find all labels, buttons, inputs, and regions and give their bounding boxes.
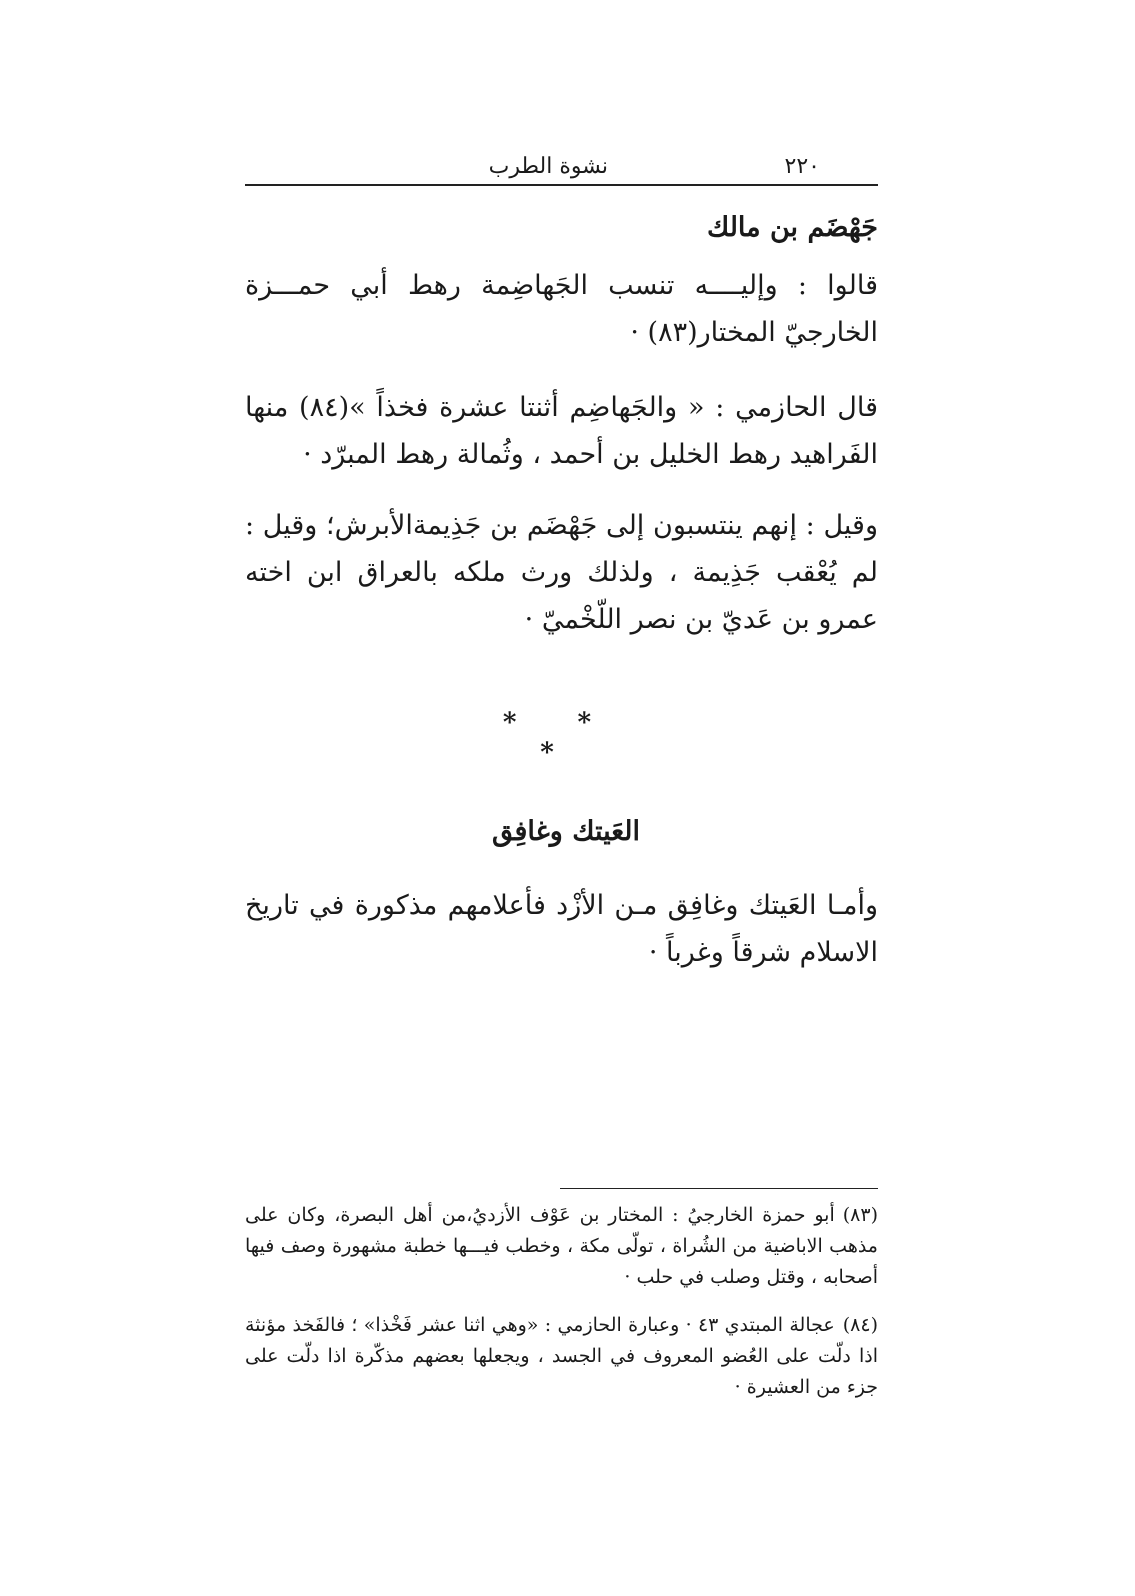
paragraph-jahadima: قالوا : وإليــــه تنسب الجَهاضِمة رهط أبي حمـــزة الخارجيّ المختار(٨٣) · — [245, 270, 878, 348]
footnote-text: عجالة المبتدي ٤٣ · وعبارة الحازمي : «وهي اثنا عشر فَخْذا» ؛ فالفَخذ مؤنثة اذا دلّت على العُضو المعروف في الجسد ، ويجعلها بعضهم مذكّرة اذا دلّت على جزء من العشيرة · — [245, 1314, 878, 1398]
footnote-84 — [245, 1310, 878, 1403]
running-header — [245, 150, 878, 186]
footnote-rule — [560, 1188, 878, 1189]
section-heading-jahdam: جَهْضَم بن مالك — [706, 212, 878, 243]
paragraph-hazimi: قال الحازمي : « والجَهاضِم أثنتا عشرة فخذاً »(٨٤) منها الفَراهيد رهط الخليل بن أحمد ، وثُمالة رهط المبرّد · — [245, 392, 878, 470]
footnote-83 — [245, 1200, 878, 1293]
footnote-number: (٨٤) — [842, 1314, 878, 1336]
footnote-text: أبو حمزة الخارجيُ : المختار بن عَوْف الأزديُ،من أهل البصرة، وكان على مذهب الاباضية من الشُراة ، تولّى مكة ، وخطب فيـــها خطبة مشهورة وصف فيها أصحابه ، وقتل وصلب في حلب · — [245, 1204, 878, 1288]
footnote-number: (٨٣) — [842, 1204, 878, 1226]
page-number: ٢٢٠ — [784, 154, 820, 179]
paragraph-jadhima: وقيل : إنهم ينتسبون إلى جَهْضَم بن جَذِيمةالأبرش؛ وقيل : لم يُعْقب جَذِيمة ، ولذلك ورث ملكه بالعراق ابن اخته عمرو بن عَديّ بن نصر اللّخْميّ · — [245, 510, 878, 635]
section-heading-ateek: العَيتك وغافِق — [491, 816, 640, 847]
book-title: نشوة الطرب — [488, 154, 608, 179]
header-rule — [245, 184, 878, 186]
paragraph-ateek: وأمـا العَيتك وغافِق مـن الأزْد فأعلامهم مذكورة في تاريخ الاسلام شرقاً وغرباً · — [245, 890, 878, 968]
section-separator: * * * — [502, 708, 618, 768]
